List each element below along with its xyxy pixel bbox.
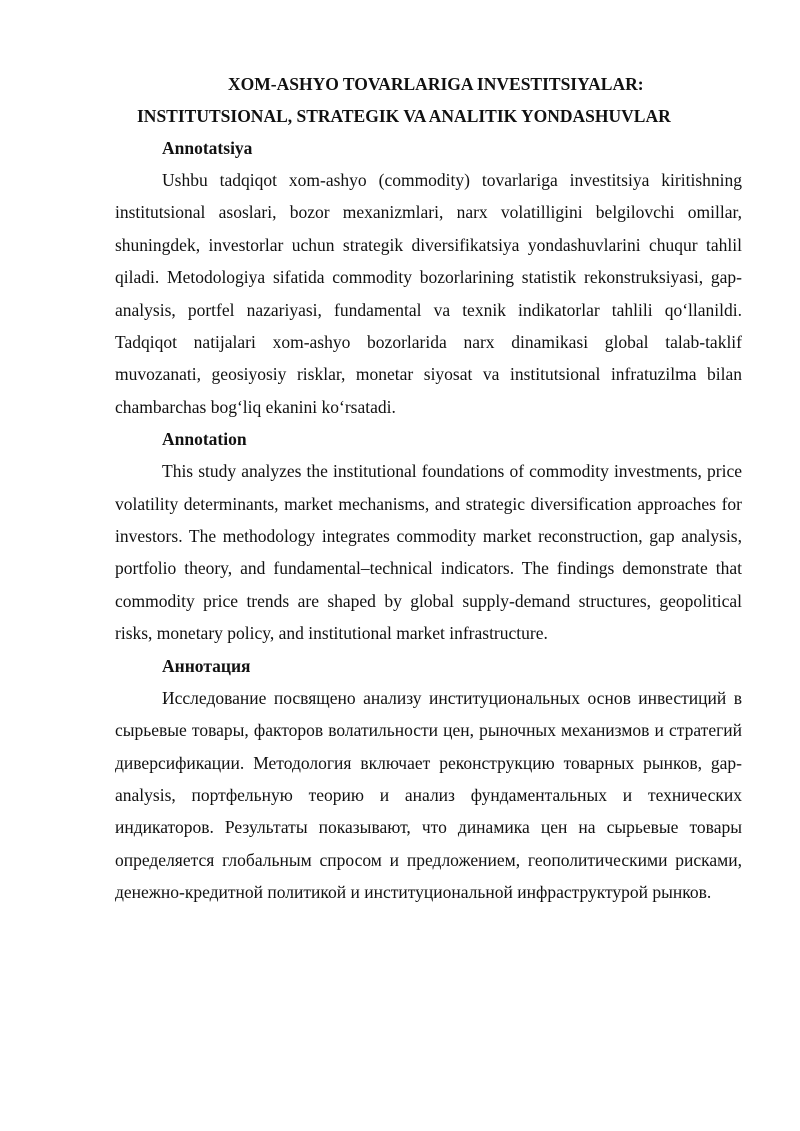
document-page [115,68,742,909]
document-title-line-1: XOM-ASHYO TOVARLARIGA INVESTITSIYALAR: [228,74,644,94]
annotation-section-ru [115,650,742,909]
document-title-line-2: INSTITUTSIONAL, STRATEGIK VA ANALITIK YONDASHUVLAR [137,106,671,126]
section-body-en: This study analyzes the institutional foundations of commodity investments, price volatility determinants, market mechanisms, and strategic diversification approaches for investors. The methodology integrates commodity market reconstruction, gap analysis, portfolio theory, and fundamental–technical indicators. The findings demonstrate that commodity price trends are shaped by global supply-demand structures, geopolitical risks, monetary policy, and institutional market infrastructure. [115,461,742,644]
annotation-section-en [115,423,742,649]
annotation-section-uz [115,132,742,423]
section-heading-en: Annotation [162,429,247,450]
section-heading-ru: Аннотация [162,655,251,676]
section-heading-uz: Annotatsiya [162,138,253,158]
section-body-uz: Ushbu tadqiqot xom-ashyo (commodity) tovarlariga investitsiya kiritishning institutsional asoslari, bozor mexanizmlari, narx volatilligini belgilovchi omillar, shuningdek, investorlar uchun strategik diversifikatsiya yondashuvlarini chuqur tahlil qiladi. Metodologiya sifatida commodity bozorlarining statistik rekonstruksiyasi, gap-analysis, portfel nazariyasi, fundamental va texnik indikatorlar tahlili qo‘llanildi. Tadqiqot natijalari xom-ashyo bozorlarida narx dinamikasi global talab-taklif muvozanati, geosiyosiy risklar, monetar siyosat va institutsional infratuzilma bilan chambarchas bog‘liq ekanini ko‘rsatadi. [115,170,742,417]
section-body-ru: Исследование посвящено анализу институциональных основ инвестиций в сырьевые товары, факторов волатильности цен, рыночных механизмов и стратегий диверсификации. Методология включает реконструкцию товарных рынков, gap-analysis, портфельную теорию и анализ фундаментальных и технических индикаторов. Результаты показывают, что динамика цен на сырьевые товары определяется глобальным спросом и предложением, геополитическими рисками, денежно-кредитной политикой и институциональной инфраструктурой рынков. [115,687,742,903]
